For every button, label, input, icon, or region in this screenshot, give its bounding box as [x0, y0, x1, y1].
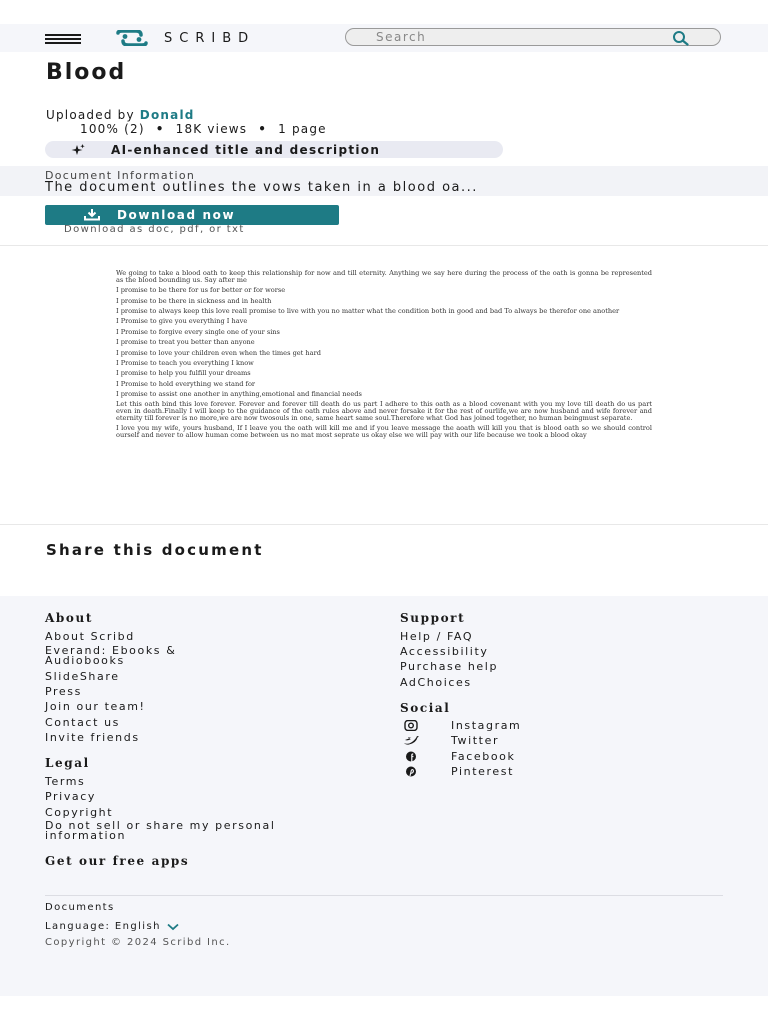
footer-link-privacy[interactable]: Privacy — [45, 790, 97, 803]
hamburger-menu-icon[interactable] — [45, 34, 81, 44]
site-footer — [0, 596, 768, 996]
footer-legal-heading: Legal — [45, 756, 90, 770]
search-bar — [345, 28, 721, 46]
footer-about — [45, 611, 285, 625]
preview-paragraph: We going to take a blood oath to keep this relationship for now and till eternity. Anything we say here during the process of the oath is gonna be represented as the blood bounding us. Say after me — [116, 269, 652, 284]
footer-link-copyright[interactable]: Copyright — [45, 806, 114, 819]
share-heading: Share this document — [46, 541, 264, 559]
preview-paragraph: I promise to be there in sickness and in health — [116, 296, 272, 305]
social-facebook[interactable] — [400, 749, 516, 763]
pinterest-icon — [400, 765, 422, 777]
footer-link-press[interactable]: Press — [45, 685, 82, 698]
footer-link-adchoices[interactable]: AdChoices — [400, 676, 472, 689]
scribd-logo[interactable] — [114, 29, 255, 47]
preview-paragraph: I promise to love your children even when the times get hard — [116, 348, 321, 357]
social-instagram[interactable] — [400, 718, 522, 732]
divider — [0, 245, 768, 246]
preview-paragraph: I Promise to forgive every single one of your sins — [116, 327, 280, 336]
ai-enhanced-badge — [45, 141, 503, 158]
preview-paragraph: I promise to be there for us for better or for worse — [116, 286, 286, 295]
language-selector[interactable] — [45, 921, 180, 932]
preview-paragraph: I promise to treat you better than anyone — [116, 338, 255, 347]
top-blank-strip — [0, 0, 768, 24]
social-twitter[interactable] — [400, 733, 500, 747]
uploader-link[interactable]: Donald — [139, 108, 195, 122]
document-description: The document outlines the vows taken in a blood oa... — [45, 180, 478, 195]
chevron-down-icon — [166, 923, 180, 931]
site-header — [0, 24, 768, 52]
footer-support-heading: Support — [400, 611, 466, 625]
footer-link-do-not-sell[interactable]: Do not sell or share my personal information — [45, 819, 276, 842]
scribd-logo-icon — [114, 30, 150, 46]
sparkle-icon — [71, 144, 85, 156]
views-count: 18K views — [175, 122, 248, 136]
footer-link-everand[interactable]: Everand: Ebooks & Audiobooks — [45, 644, 177, 667]
logo-text: SCRIBD — [164, 30, 256, 46]
download-button-label: Download now — [117, 208, 236, 222]
footer-link-purchase-help[interactable]: Purchase help — [400, 660, 499, 673]
document-stats — [80, 122, 327, 136]
copyright-text: Copyright © 2024 Scribd Inc. — [45, 937, 231, 948]
preview-paragraph: I promise to assist one another in anything,emotional and financial needs — [116, 390, 362, 399]
download-button[interactable] — [45, 205, 339, 225]
preview-paragraph: I Promise to teach you everything I know — [116, 358, 254, 367]
download-formats-text: Download as doc, pdf, or txt — [64, 224, 245, 235]
document-info-label: Document Information — [45, 169, 196, 182]
footer-link-documents[interactable]: Documents — [45, 902, 115, 913]
footer-link-invite[interactable]: Invite friends — [45, 731, 140, 744]
page-count: 1 page — [278, 122, 327, 136]
preview-paragraph: Let this oath bind this love forever. Forever and forever till death do us part I adhere to this oath as a blood covenant with you my love till death do us part even in death.Finally I will keep to the guidance of the oath rules above and never forsake it for the rest of ourlife,we are now husband and wife forever and eternity till forever is no more,we are now twosouls in one, same heart same soul.Therefore what God has joined together, no human beingmust separate. — [116, 400, 652, 423]
social-pinterest[interactable] — [400, 764, 514, 778]
uploaded-by-label: Uploaded by — [46, 108, 135, 122]
footer-link-help[interactable]: Help / FAQ — [400, 630, 474, 643]
footer-link-accessibility[interactable]: Accessibility — [400, 645, 489, 658]
social-label: Instagram — [451, 718, 522, 732]
footer-social-heading: Social — [400, 701, 451, 715]
search-input[interactable] — [376, 30, 636, 44]
footer-link-slideshare[interactable]: SlideShare — [45, 670, 120, 683]
document-information[interactable] — [0, 166, 768, 196]
search-icon[interactable] — [672, 30, 690, 46]
footer-link-contact[interactable]: Contact us — [45, 716, 120, 729]
separator-dot: • — [258, 122, 268, 136]
preview-paragraph: I promise to always keep this love reall promise to live with you no matter what the condition both in good and bad To always be therefor one another — [116, 306, 620, 315]
download-icon — [83, 209, 101, 221]
preview-paragraph: I promise to help you fulfill your dreams — [116, 369, 251, 378]
language-label: Language: English — [45, 921, 161, 932]
document-preview — [116, 270, 652, 443]
ai-badge-label: AI-enhanced title and description — [111, 142, 381, 157]
footer-apps-heading: Get our free apps — [45, 854, 190, 868]
footer-link-terms[interactable]: Terms — [45, 775, 86, 788]
social-links — [400, 718, 600, 788]
bottom-blank-strip — [0, 996, 768, 1024]
social-label: Facebook — [451, 749, 516, 763]
social-label: Twitter — [451, 733, 500, 747]
preview-paragraph: I Promise to hold everything we stand for — [116, 379, 256, 388]
document-title: Blood — [46, 60, 127, 85]
preview-paragraph: I love you my wife, yours husband, If I leave you the oath will kill me and if you leave message the aoath will kill you that is blood oath so we should control ourself and never to allow human come between us no mat most seprate us okay else we will pay with our life because we took a blood okay — [116, 424, 652, 440]
divider — [0, 524, 768, 525]
social-label: Pinterest — [451, 764, 514, 778]
preview-paragraph: I Promise to give you everything I have — [116, 317, 248, 326]
instagram-icon — [400, 719, 422, 731]
rating-value: 100% (2) — [80, 122, 145, 136]
twitter-icon — [400, 734, 422, 746]
footer-divider — [45, 895, 723, 896]
uploaded-by — [46, 108, 195, 122]
footer-about-heading: About — [45, 611, 93, 625]
separator-dot: • — [155, 122, 165, 136]
footer-link-about-scribd[interactable]: About Scribd — [45, 630, 135, 643]
facebook-icon — [400, 750, 422, 762]
footer-link-join-team[interactable]: Join our team! — [45, 700, 146, 713]
